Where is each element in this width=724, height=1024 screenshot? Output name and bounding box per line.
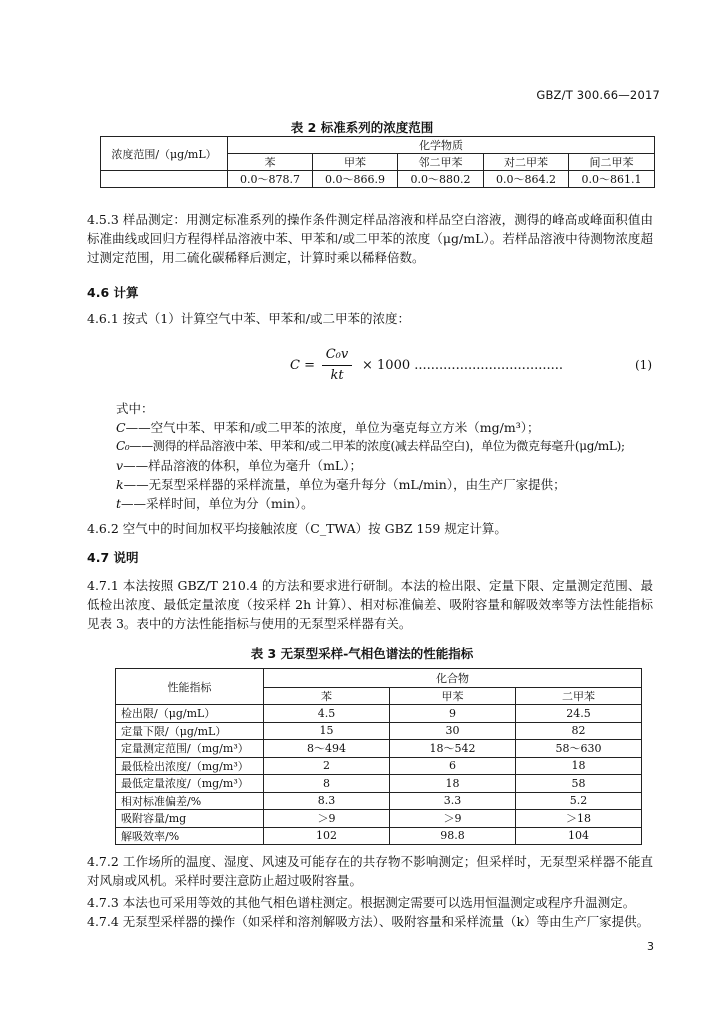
table-2-group-header: 化学物质: [228, 137, 655, 154]
def-t: t——采样时间，单位为分（min）。: [116, 496, 314, 511]
def-c0: C₀——测得的样品溶液中苯、甲苯和/或二甲苯的浓度(减去样品空白)，单位为微克每毫升(μg/mL);: [116, 439, 625, 453]
formula-lhs: C =: [290, 358, 315, 373]
table-2-value: 0.0～878.7: [228, 171, 313, 188]
cell: 102: [264, 827, 390, 845]
table-2-value: 0.0～880.2: [398, 171, 484, 188]
table-2-value: 0.0～864.2: [484, 171, 569, 188]
table-2-col-m-xylene: 间二甲苯: [569, 154, 655, 171]
heading-4-7: 4.7 说明: [87, 550, 139, 565]
cell: ＞18: [516, 810, 642, 828]
row-label: 最低定量浓度/（mg/m³）: [116, 775, 264, 793]
table-2: [100, 136, 655, 188]
table-row: [116, 827, 642, 845]
heading-4-6: 4.6 计算: [87, 285, 139, 300]
def-c: C——空气中苯、甲苯和/或二甲苯的浓度，单位为毫克每立方米（mg/m³）；: [116, 420, 540, 435]
table-2-value: 0.0～866.9: [313, 171, 398, 188]
cell: 58～630: [516, 740, 642, 758]
cell: ＞9: [390, 810, 516, 828]
section-4-7-2: 4.7.2 工作场所的温度、湿度、风速及可能存在的共存物不影响测定；但采样时，无泵型采样器不能直对风扇或风机。采样时要注意防止超过吸附容量。: [87, 854, 653, 889]
row-label: 相对标准偏差/%: [116, 792, 264, 810]
section-4-6-2: 4.6.2 空气中的时间加权平均接触浓度（C_TWA）按 GBZ 159 规定计算。: [87, 521, 507, 536]
table-2-col-toluene: 甲苯: [313, 154, 398, 171]
where-label: 式中：: [116, 401, 154, 416]
cell: 82: [516, 722, 642, 740]
def-v: v——样品溶液的体积，单位为毫升（mL）；: [116, 458, 362, 473]
row-label: 定量测定范围/（mg/m³）: [116, 740, 264, 758]
cell: 15: [264, 722, 390, 740]
cell: 18: [390, 775, 516, 793]
row-label: 吸附容量/mg: [116, 810, 264, 828]
row-label: 定量下限/（μg/mL）: [116, 722, 264, 740]
table-row: [116, 775, 642, 793]
table-3: [115, 668, 642, 845]
section-4-5-3: 4.5.3 样品测定：用测定标准系列的操作条件测定样品溶液和样品空白溶液，测得的峰高或峰面积值由标准曲线或回归方程得样品溶液中苯、甲苯和/或二甲苯的浓度（μg/mL）。若样品溶液中待测物浓度超过测定范围，用二硫化碳稀释后测定，计算时乘以稀释倍数。: [87, 212, 653, 266]
cell: 8: [264, 775, 390, 793]
section-4-7-4: 4.7.4 无泵型采样器的操作（如采样和溶剂解吸方法）、吸附容量和采样流量（k）等由生产厂家提供。: [87, 914, 650, 929]
table-3-col-xylene: 二甲苯: [516, 688, 642, 705]
standard-code: GBZ/T 300.66—2017: [536, 88, 660, 102]
cell: 104: [516, 827, 642, 845]
table-row: [116, 705, 642, 723]
table-3-row-header: 性能指标: [116, 669, 264, 705]
table-2-col-benzene: 苯: [228, 154, 313, 171]
cell: 4.5: [264, 705, 390, 723]
formula-numerator: C₀v: [325, 347, 349, 362]
cell: 30: [390, 722, 516, 740]
cell: 18～542: [390, 740, 516, 758]
cell: 8～494: [264, 740, 390, 758]
row-label: 检出限/（μg/mL）: [116, 705, 264, 723]
table-3-col-toluene: 甲苯: [390, 688, 516, 705]
table-2-empty-cell: [101, 171, 228, 188]
table-3-caption: 表 3 无泵型采样-气相色谱法的性能指标: [250, 646, 474, 661]
table-row: [116, 757, 642, 775]
cell: 24.5: [516, 705, 642, 723]
table-3-col-benzene: 苯: [264, 688, 390, 705]
table-2-col-o-xylene: 邻二甲苯: [398, 154, 484, 171]
cell: 2: [264, 757, 390, 775]
row-label: 最低检出浓度/（mg/m³）: [116, 757, 264, 775]
formula-fraction: [322, 346, 352, 385]
cell: ＞9: [264, 810, 390, 828]
table-row: [116, 792, 642, 810]
table-2-row-header: 浓度范围/（μg/mL）: [101, 137, 228, 171]
cell: 9: [390, 705, 516, 723]
table-2-col-p-xylene: 对二甲苯: [484, 154, 569, 171]
cell: 58: [516, 775, 642, 793]
cell: 3.3: [390, 792, 516, 810]
cell: 98.8: [390, 827, 516, 845]
cell: 8.3: [264, 792, 390, 810]
table-row: [116, 740, 642, 758]
cell: 5.2: [516, 792, 642, 810]
formula-1: [286, 346, 656, 388]
table-row: [116, 810, 642, 828]
cell: 18: [516, 757, 642, 775]
formula-number: (1): [635, 358, 652, 372]
table-2-value: 0.0～861.1: [569, 171, 655, 188]
table-2-caption: 表 2 标准系列的浓度范围: [290, 120, 434, 135]
table-row: [116, 722, 642, 740]
page-number: 3: [647, 940, 654, 953]
formula-denominator: kt: [330, 368, 344, 383]
cell: 6: [390, 757, 516, 775]
def-k: k——无泵型采样器的采样流量，单位为毫升每分（mL/min），由生产厂家提供；: [116, 477, 566, 492]
formula-rhs: × 1000 ....................................: [362, 358, 564, 373]
section-4-6-1: 4.6.1 按式（1）计算空气中苯、甲苯和/或二甲苯的浓度：: [87, 311, 410, 326]
table-3-group-header: 化合物: [264, 669, 642, 688]
section-4-7-3: 4.7.3 本法也可采用等效的其他气相色谱柱测定。根据测定需要可以选用恒温测定或程序升温测定。: [87, 895, 636, 910]
section-4-7-1: 4.7.1 本法按照 GBZ/T 210.4 的方法和要求进行研制。本法的检出限、定量下限、定量测定范围、最低检出浓度、最低定量浓度（按采样 2h 计算）、相对标准偏差、吸附容量和解吸效率等方法性能指标见表 3。表中的方法性能指标与使用的无泵型采样器有关。: [87, 578, 653, 632]
row-label: 解吸效率/%: [116, 827, 264, 845]
